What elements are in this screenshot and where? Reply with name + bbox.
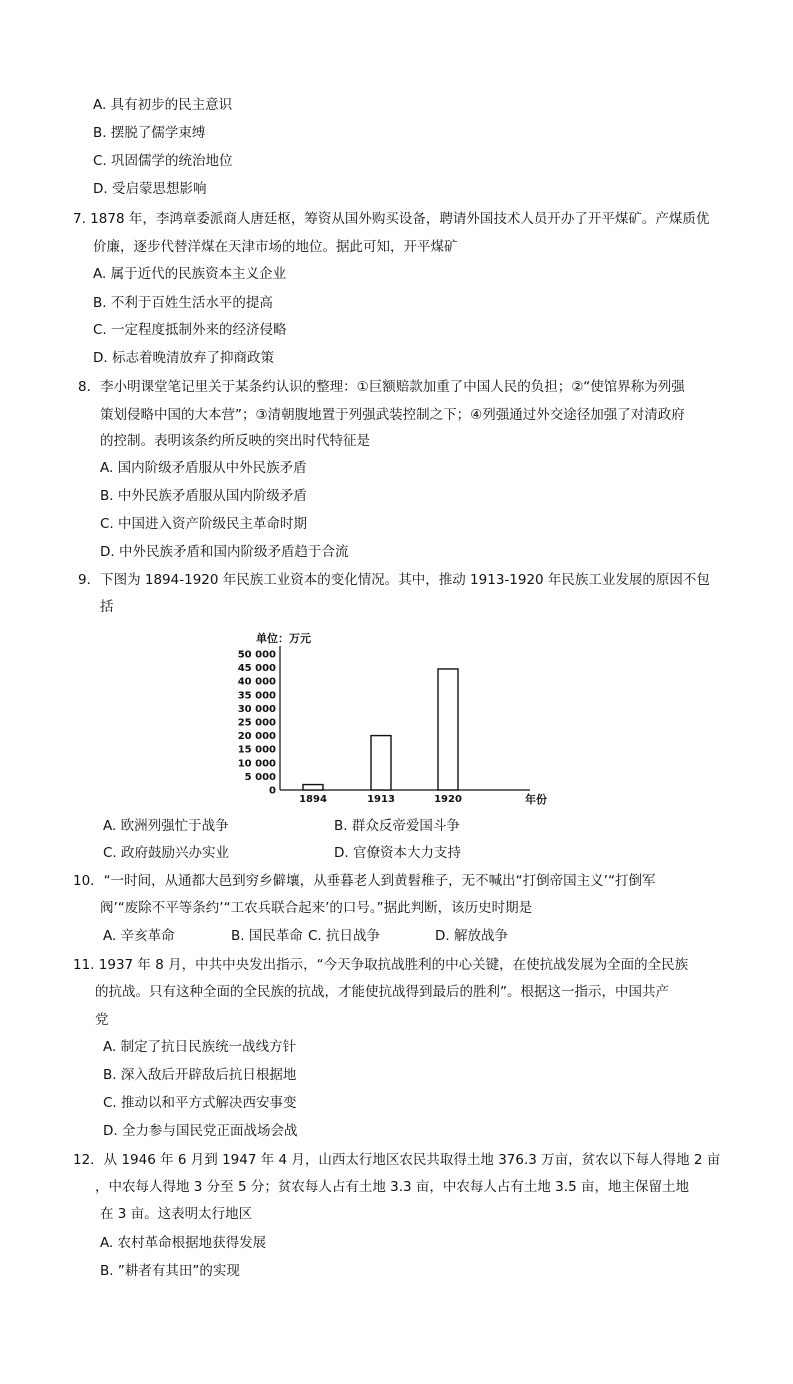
x-tick-label-1894: 1894 [299, 794, 327, 805]
q8-option-c: C. 中国进入资产阶级民主革命时期 [100, 516, 308, 532]
y-tick-label: 20 000 [237, 731, 276, 743]
q11-option-c: C. 推动以和平方式解决西安事变 [103, 1095, 297, 1111]
q9-stem-line-2: 括 [100, 599, 114, 615]
q11-stem-line-3: 党 [95, 1012, 109, 1028]
q7-option-a: A. 属于近代的民族资本主义企业 [93, 266, 287, 282]
y-tick-label: 15 000 [237, 744, 276, 756]
q7-option-b: B. 不利于百姓生活水平的提高 [93, 295, 273, 311]
q8-stem-line-1: 8．李小明课堂笔记里关于某条约认识的整理：①巨额赔款加重了中国人民的负担；②“使馆界称为列强 [78, 379, 685, 395]
q7-stem-line-1: 7. 1878 年，李鸿章委派商人唐廷枢，筹资从国外购买设备，聘请外国技术人员开办了开平煤矿。产煤质优 [73, 211, 710, 227]
q12-stem-line-3: 在 3 亩。这表明太行地区 [100, 1206, 253, 1222]
q11-option-a: A. 制定了抗日民族统一战线方针 [103, 1039, 297, 1055]
q9-option-c: C. 政府鼓励兴办实业 [103, 845, 230, 861]
bar-1894 [303, 785, 323, 790]
y-tick-label: 45 000 [237, 663, 276, 675]
x-tick-label-1920: 1920 [434, 794, 462, 805]
q6-option-c: C. 巩固儒学的统治地位 [93, 153, 233, 169]
q12-stem-line-2: ，中农每人得地 3 分至 5 分；贫农每人占有土地 3.3 亩，中农每人占有土地 3.5 亩，地主保留土地 [95, 1179, 689, 1195]
y-tick-label: 40 000 [237, 676, 276, 688]
y-tick-label: 30 000 [237, 703, 276, 715]
q11-option-d: D. 全力参与国民党正面战场会战 [103, 1123, 298, 1139]
y-tick-label: 0 [269, 785, 276, 797]
q8-option-d: D. 中外民族矛盾和国内阶级矛盾趋于合流 [100, 544, 349, 560]
q10-stem-line-2: 阀’“废除不平等条约’“工农兵联合起来’的口号。”据此判断，该历史时期是 [100, 900, 533, 916]
q7-option-d: D. 标志着晚清放弃了抑商政策 [93, 350, 274, 366]
y-tick-label: 25 000 [237, 717, 276, 729]
q6-option-a: A. 具有初步的民主意识 [93, 97, 233, 113]
q11-stem-line-2: 的抗战。只有这种全面的全民族的抗战，才能使抗战得到最后的胜利”。根据这一指示，中国共产 [95, 984, 669, 1000]
chart-y-ticks [238, 650, 276, 797]
q8-option-a: A. 国内阶级矛盾服从中外民族矛盾 [100, 460, 307, 476]
q12-option-a: A. 农村革命根据地获得发展 [100, 1235, 267, 1251]
q7-stem-line-2: 价廉，逐步代替洋煤在天津市场的地位。据此可知，开平煤矿 [93, 239, 458, 255]
q12-option-b: B. ”耕者有其田”的实现 [100, 1263, 240, 1279]
q8-stem-line-3: 的控制。表明该条约所反映的突出时代特征是 [100, 433, 370, 449]
q9-option-a: A. 欧洲列强忙于战争 [103, 818, 229, 834]
y-tick-label: 50 000 [237, 649, 276, 661]
industry-capital-bar-chart [230, 628, 560, 808]
q7-option-c: C. 一定程度抵制外来的经济侵略 [93, 322, 287, 338]
q11-stem-line-1: 11. 1937 年 8 月，中共中央发出指示，“今天争取抗战胜利的中心关键，在使抗战发展为全面的全民族 [73, 957, 689, 973]
chart-x-axis-label: 年份 [525, 793, 547, 806]
y-tick-label: 10 000 [237, 758, 276, 770]
q10-stem-line-1: 10．“一时间，从通都大邑到穷乡僻壤，从垂暮老人到黄髫稚子，无不喊出“打倒帝国主义’“打倒军 [73, 873, 656, 889]
bar-1913 [371, 736, 391, 790]
y-tick-label: 5 000 [244, 771, 276, 783]
q9-option-d: D. 官僚资本大力支持 [334, 845, 461, 861]
q10-option-d: D. 解放战争 [435, 928, 508, 944]
q10-option-b: B. 国民革命 [231, 928, 303, 944]
q10-option-c: C. 抗日战争 [308, 928, 381, 944]
q8-stem-line-2: 策划侵略中国的大本营”；③清朝腹地置于列强武装控制之下；④列强通过外交途径加强了对清政府 [100, 407, 685, 423]
bar-1920 [438, 669, 458, 790]
q8-option-b: B. 中外民族矛盾服从国内阶级矛盾 [100, 488, 307, 504]
chart-x-labels [299, 794, 462, 805]
y-tick-label: 35 000 [237, 690, 276, 702]
q11-option-b: B. 深入敌后开辟敌后抗日根据地 [103, 1067, 297, 1083]
q12-stem-line-1: 12．从 1946 年 6 月到 1947 年 4 月，山西太行地区农民共取得土地 376.3 万亩，贫农以下每人得地 2 亩 [73, 1152, 721, 1168]
q9-option-b: B. 群众反帝爱国斗争 [334, 818, 460, 834]
x-tick-label-1913: 1913 [367, 794, 395, 805]
q6-option-d: D. 受启蒙思想影响 [93, 181, 207, 197]
q10-option-a: A. 辛亥革命 [103, 928, 175, 944]
chart-bars [303, 669, 458, 790]
chart-y-unit-label: 单位：万元 [256, 632, 311, 645]
q6-option-b: B. 摆脱了儒学束缚 [93, 125, 206, 141]
q9-stem-line-1: 9．下图为 1894-1920 年民族工业资本的变化情况。其中，推动 1913-1920 年民族工业发展的原因不包 [78, 572, 710, 588]
